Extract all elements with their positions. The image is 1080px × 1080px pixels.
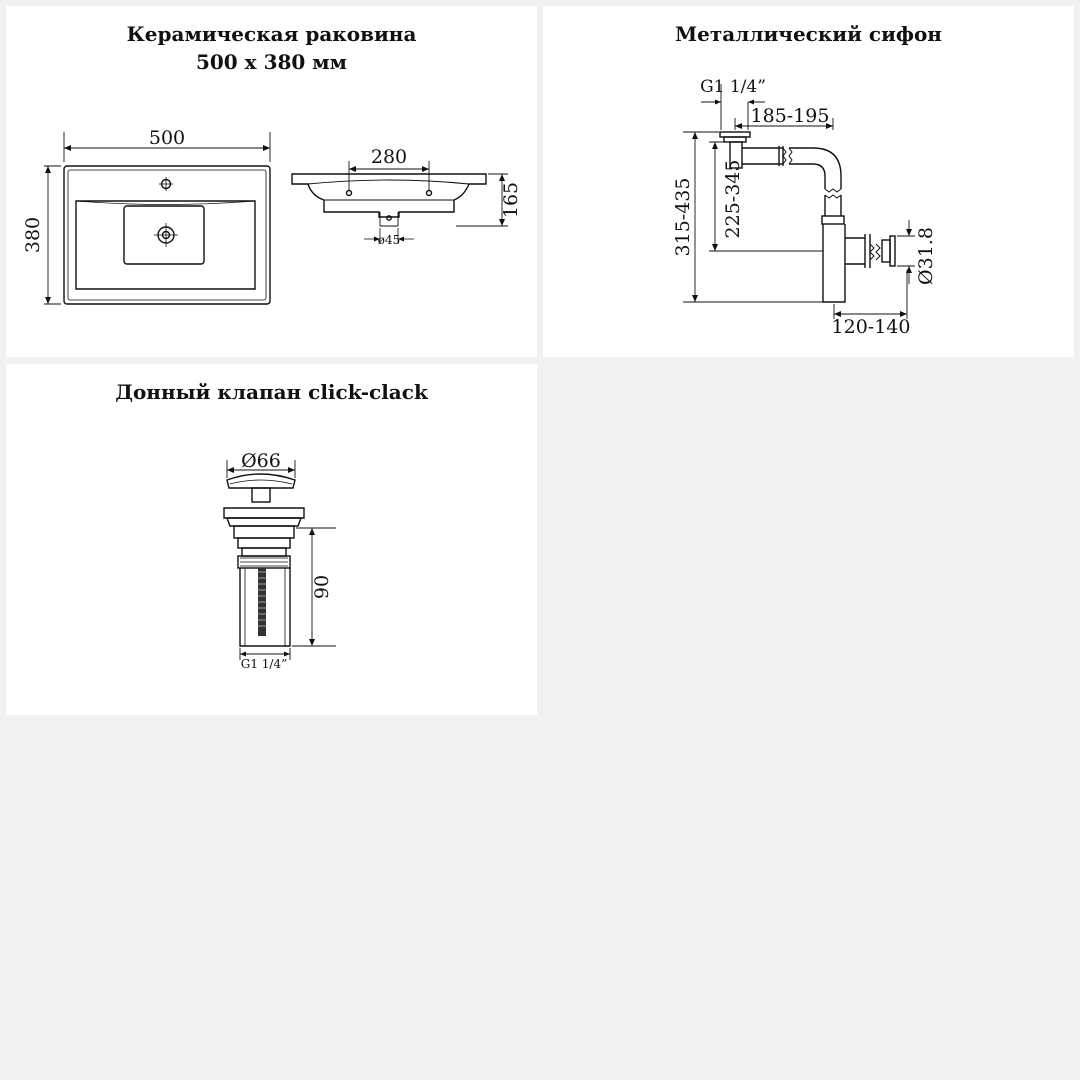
valve-thread-label: G1 1/4” xyxy=(240,657,288,671)
siphon-thread-label: G1 1/4” xyxy=(700,77,766,97)
valve-length-label: 90 xyxy=(311,574,333,600)
siphon-drawing xyxy=(543,6,1074,357)
siphon-inner-height-label: 225-345 xyxy=(722,159,744,239)
siphon-body xyxy=(720,132,895,302)
sink-top-view xyxy=(44,132,270,304)
siphon-offset-label: 185-195 xyxy=(750,105,830,127)
sink-drain-label: ø45 xyxy=(377,233,401,247)
valve-drawing xyxy=(6,364,537,715)
sink-width-label: 500 xyxy=(148,127,186,149)
valve-diameter-label: Ø66 xyxy=(241,450,281,472)
valve-body xyxy=(224,474,304,646)
siphon-depth-label: 120-140 xyxy=(831,316,911,338)
sink-height-label: 165 xyxy=(500,181,522,219)
valve-dimensions xyxy=(227,460,336,660)
sink-side-view xyxy=(292,161,508,244)
sink-panel xyxy=(6,6,537,357)
valve-title: Донный клапан click-clack xyxy=(115,380,428,404)
sink-title: Керамическая раковина xyxy=(126,22,417,46)
valve-panel xyxy=(6,364,537,715)
sink-drawing xyxy=(6,6,537,357)
sink-subtitle: 500 x 380 мм xyxy=(195,50,348,74)
sink-depth-label: 380 xyxy=(22,216,44,254)
siphon-title: Металлический сифон xyxy=(675,22,942,46)
siphon-outlet-label: Ø31.8 xyxy=(915,227,937,285)
sink-tap-spacing-label: 280 xyxy=(370,146,408,168)
siphon-panel xyxy=(543,6,1074,357)
siphon-total-height-label: 315-435 xyxy=(672,177,694,257)
